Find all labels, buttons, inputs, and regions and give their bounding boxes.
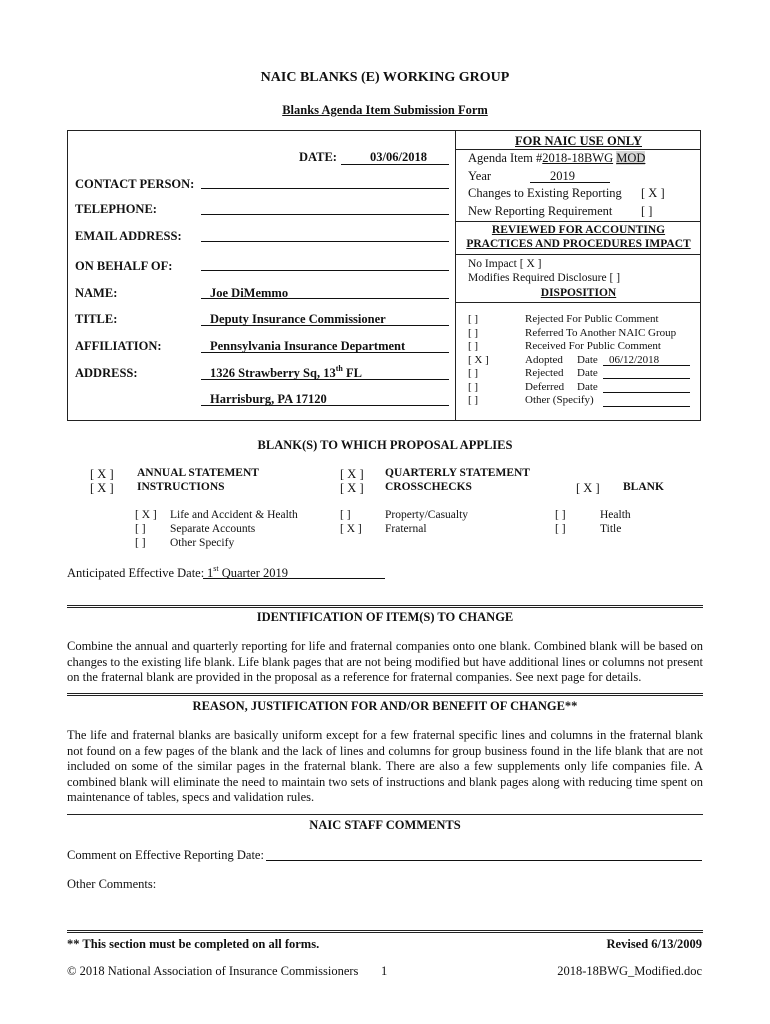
affiliation-underline <box>201 352 449 353</box>
health-label: Health <box>600 509 631 521</box>
staff-heading: NAIC STAFF COMMENTS <box>309 818 461 832</box>
separate-accounts-checkbox[interactable]: [ ] <box>135 523 146 535</box>
disposition-specify-field[interactable] <box>603 394 690 407</box>
address-underline-1 <box>201 379 449 380</box>
date-label: DATE: <box>299 150 337 164</box>
disposition-checkbox[interactable]: [ ] <box>468 394 479 406</box>
pc-label: Property/Casualty <box>385 509 469 521</box>
address-line-2[interactable]: Harrisburg, PA 17120 <box>210 392 327 406</box>
instructions-label: INSTRUCTIONS <box>137 481 225 493</box>
identification-heading: IDENTIFICATION OF ITEM(S) TO CHANGE <box>256 610 514 624</box>
filename: 2018-18BWG_Modified.doc <box>557 964 702 978</box>
telephone-label: TELEPHONE: <box>75 202 157 216</box>
identification-rule <box>67 605 703 608</box>
other-specify-checkbox[interactable]: [ ] <box>135 537 146 549</box>
disposition-label: Received For Public Comment <box>525 340 661 352</box>
address-label: ADDRESS: <box>75 366 138 380</box>
disposition-item[interactable] <box>468 367 598 379</box>
fraternal-label: Fraternal <box>385 523 427 535</box>
annual-label: ANNUAL STATEMENT <box>137 467 259 479</box>
footer-rule <box>67 930 703 933</box>
year-label: Year <box>468 169 492 183</box>
copyright: © 2018 National Association of Insurance Commissioners <box>67 964 359 978</box>
disposition-date-label: Date <box>577 353 598 366</box>
changes-label: Changes to Existing Reporting <box>468 186 622 200</box>
agenda-value[interactable]: 2018-18BWG <box>542 151 614 165</box>
staff-rule <box>67 814 703 815</box>
effective-date-sup: st <box>213 564 219 573</box>
contact-person-field[interactable] <box>201 188 449 189</box>
disposition-date-field[interactable] <box>603 367 690 379</box>
disposition-checkbox[interactable]: [ ] <box>468 380 479 393</box>
disposition-checkbox[interactable]: [ X ] <box>468 353 489 366</box>
address-floor: FL <box>342 366 362 380</box>
on-behalf-label: ON BEHALF OF: <box>75 259 173 273</box>
disposition-label: Adopted <box>525 353 563 366</box>
effective-date-ordinal: 1 <box>207 566 214 580</box>
disposition-checkbox[interactable]: [ ] <box>468 340 479 352</box>
modifies-disclosure-option[interactable]: Modifies Required Disclosure [ ] <box>468 272 621 284</box>
disposition-label: Rejected For Public Comment <box>525 313 659 325</box>
naic-use-heading: FOR NAIC USE ONLY <box>515 134 642 148</box>
disposition-heading: DISPOSITION <box>540 287 617 299</box>
reviewed-heading-2: PRACTICES AND PROCEDURES IMPACT <box>466 238 691 250</box>
affiliation-value[interactable]: Pennsylvania Insurance Department <box>210 339 406 353</box>
on-behalf-field[interactable] <box>201 270 449 271</box>
blanks-heading: BLANK(S) TO WHICH PROPOSAL APPLIES <box>257 438 513 452</box>
new-req-label: New Reporting Requirement <box>468 204 613 218</box>
reason-heading: REASON, JUSTIFICATION FOR AND/OR BENEFIT OF CHANGE** <box>192 699 578 713</box>
disposition-checkbox[interactable]: [ ] <box>468 313 479 325</box>
new-req-checkbox[interactable]: [ ] <box>641 204 653 218</box>
disposition-date-field[interactable]: 06/12/2018 <box>603 354 690 366</box>
quarterly-checkbox[interactable]: [ X ] <box>340 467 364 481</box>
address-street: 1326 Strawberry Sq, 13 <box>210 366 336 380</box>
disposition-checkbox[interactable]: [ ] <box>468 367 479 379</box>
reason-text: The life and fraternal blanks are basically uniform except for a few fraternal specific lines and columns in the fraternal blank not found on a few pages of the blank and the lack of lines and columns for group business found in the life blank that are not included on some of the similar pages in the fraternal blank. There are also a few supplements only life companies file. A combined blank will eliminate the need to maintain two sets of instructions and blank pages along with reducing time spent on maintenance of tables, specs and validation rules. <box>67 728 703 804</box>
reviewed-heading-1: REVIEWED FOR ACCOUNTING <box>491 224 666 236</box>
crosschecks-checkbox[interactable]: [ X ] <box>340 481 364 495</box>
reason-rule <box>67 693 703 696</box>
revised-date: Revised 6/13/2009 <box>606 937 702 951</box>
disposition-item[interactable] <box>468 394 594 406</box>
disposition-date-field[interactable] <box>603 381 690 393</box>
disposition-label: Other (Specify) <box>525 394 594 406</box>
name-underline <box>201 298 449 299</box>
instructions-checkbox[interactable]: [ X ] <box>90 481 114 495</box>
blank-checkbox[interactable]: [ X ] <box>576 481 600 495</box>
agenda-label: Agenda Item # <box>468 151 543 165</box>
other-specify-label: Other Specify <box>170 537 235 549</box>
date-underline <box>341 164 449 165</box>
effective-date-label: Anticipated Effective Date: <box>67 566 205 580</box>
naic-rule-3 <box>456 254 701 255</box>
title-blank-label: Title <box>600 523 622 535</box>
annual-checkbox[interactable]: [ X ] <box>90 467 114 481</box>
effective-date-underline <box>203 578 385 579</box>
name-label: NAME: <box>75 286 118 300</box>
disposition-item[interactable] <box>468 380 598 393</box>
comment-effective-field[interactable] <box>266 860 702 861</box>
comment-effective-label: Comment on Effective Reporting Date: <box>67 848 264 862</box>
life-checkbox[interactable]: [ X ] <box>135 509 157 521</box>
form-subtitle: Blanks Agenda Item Submission Form <box>282 103 488 117</box>
disposition-item[interactable] <box>468 313 659 325</box>
naic-heading-rule <box>456 149 701 150</box>
disposition-date-label: Date <box>577 380 598 393</box>
quarterly-label: QUARTERLY STATEMENT <box>385 467 530 479</box>
title-underline <box>201 325 449 326</box>
disposition-item[interactable] <box>468 327 676 339</box>
changes-checkbox[interactable]: [ X ] <box>641 186 665 200</box>
year-underline <box>530 182 610 183</box>
title-label: TITLE: <box>75 312 118 326</box>
email-field[interactable] <box>201 241 449 242</box>
disposition-date-label: Date <box>577 367 598 379</box>
page-number: 1 <box>381 964 388 978</box>
address-sup: th <box>335 364 343 373</box>
disposition-item[interactable] <box>468 340 661 352</box>
box-divider <box>455 130 456 421</box>
identification-text: Combine the annual and quarterly reporting for life and fraternal companies onto one blank. Combined blank will be based on changes to the existing life blank. Life blank pages that are not being modified but have additional lines or columns not present on the fraternal blank are provided in the proposal as a reference for fraternal companies. See next page for details. <box>67 639 703 684</box>
health-checkbox[interactable]: [ ] <box>555 509 566 521</box>
agenda-mod: MOD <box>616 151 646 165</box>
fraternal-checkbox[interactable]: [ X ] <box>340 523 362 535</box>
address-underline-2 <box>201 405 449 406</box>
other-comments-label: Other Comments: <box>67 877 157 891</box>
date-value[interactable]: 03/06/2018 <box>370 150 427 164</box>
no-impact-option[interactable]: No Impact [ X ] <box>468 258 542 270</box>
affiliation-label: AFFILIATION: <box>75 339 162 353</box>
telephone-field[interactable] <box>201 214 449 215</box>
naic-rule-4 <box>456 302 701 303</box>
pc-checkbox[interactable]: [ ] <box>340 509 351 521</box>
blank-label: BLANK <box>623 481 664 493</box>
year-value[interactable]: 2019 <box>550 169 575 183</box>
disposition-label: Rejected <box>525 367 564 379</box>
title-checkbox[interactable]: [ ] <box>555 523 566 535</box>
disposition-label: Referred To Another NAIC Group <box>525 326 677 339</box>
disposition-checkbox[interactable]: [ ] <box>468 326 479 339</box>
page-title: NAIC BLANKS (E) WORKING GROUP <box>260 70 510 85</box>
disposition-item[interactable] <box>468 353 660 366</box>
footer-note: ** This section must be completed on all forms. <box>67 937 320 951</box>
name-value[interactable]: Joe DiMemmo <box>210 286 289 300</box>
naic-rule-2 <box>456 221 701 222</box>
effective-date-quarter: Quarter 2019 <box>218 566 289 580</box>
title-value[interactable]: Deputy Insurance Commissioner <box>210 312 386 326</box>
email-label: EMAIL ADDRESS: <box>75 229 182 243</box>
agenda-item <box>468 151 645 166</box>
life-label: Life and Accident & Health <box>170 509 298 521</box>
contact-person-label: CONTACT PERSON: <box>75 177 195 191</box>
crosschecks-label: CROSSCHECKS <box>385 481 472 493</box>
separate-accounts-label: Separate Accounts <box>170 523 256 535</box>
disposition-label: Deferred <box>525 380 565 393</box>
